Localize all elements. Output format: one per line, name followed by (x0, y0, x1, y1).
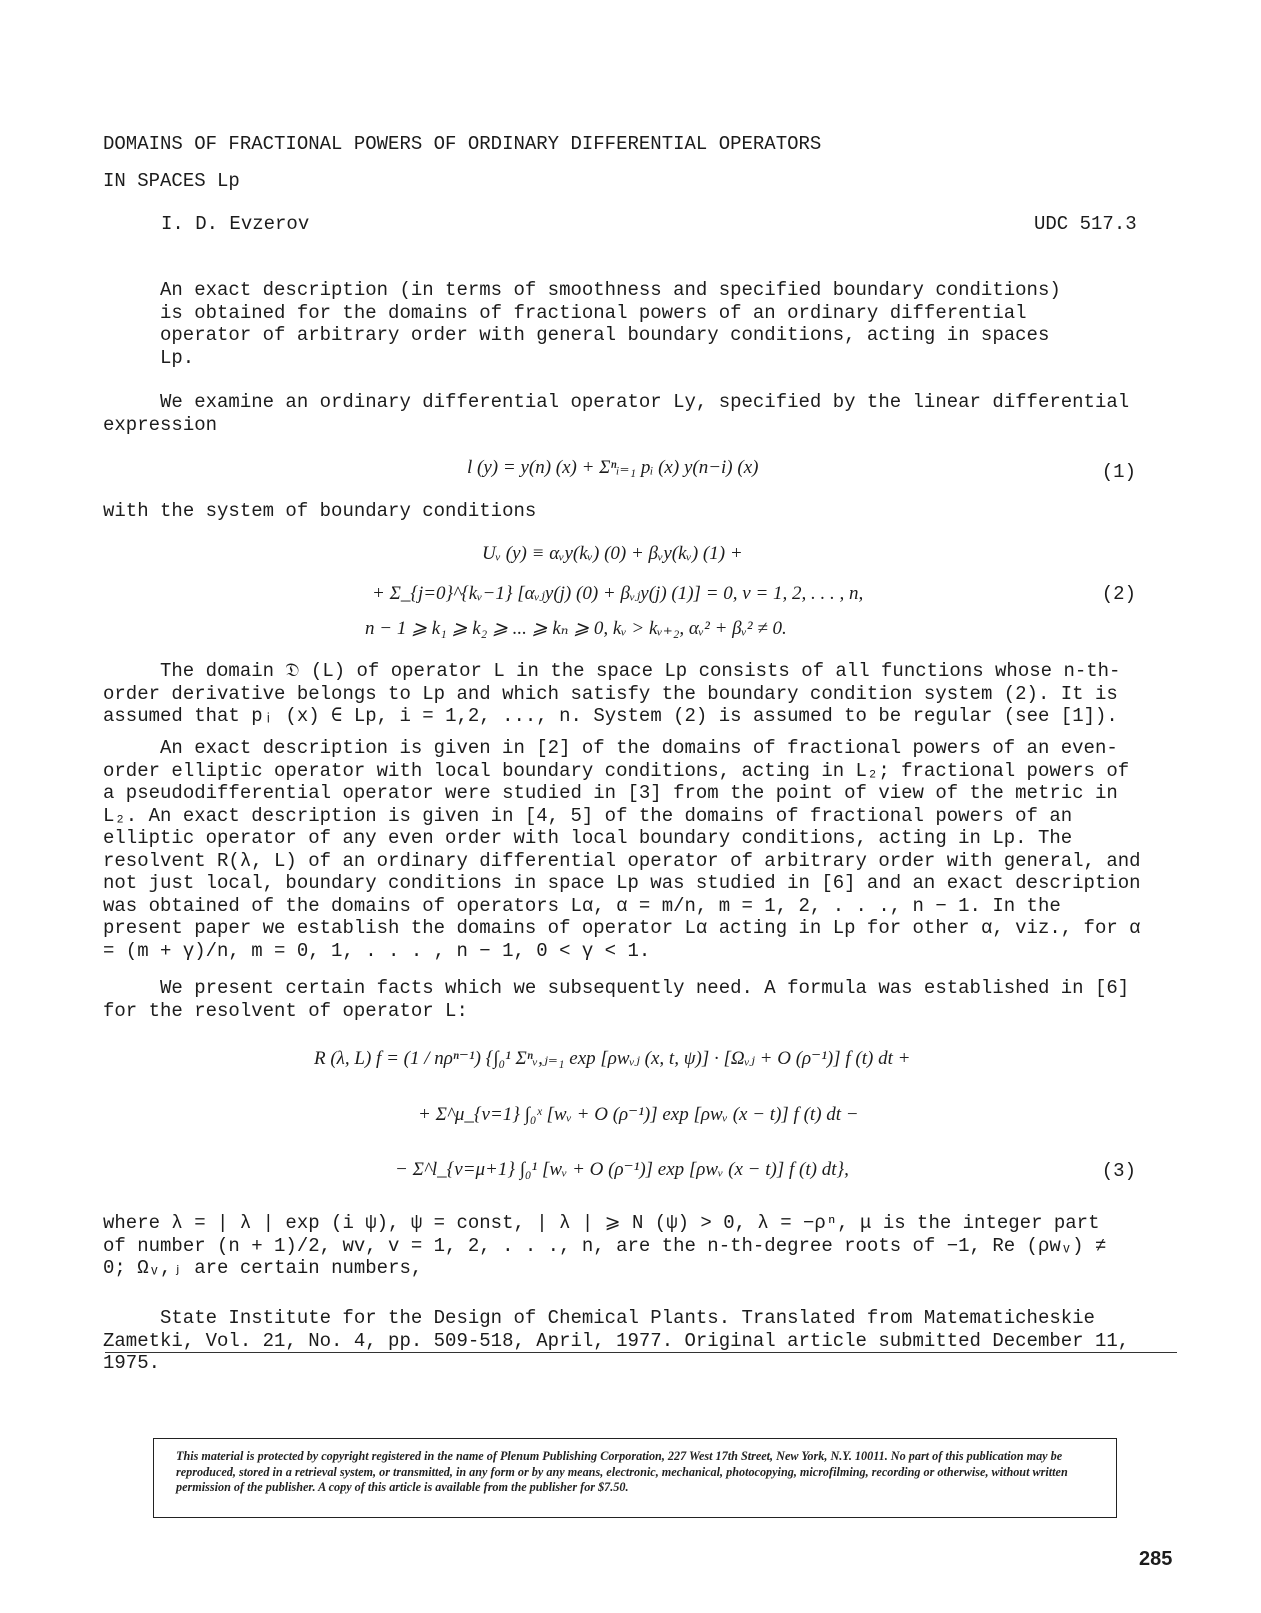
footnote: State Institute for the Design of Chemical Plants. Translated from Matematicheskie Zametki, Vol. 21, No. 4, pp. 509-518, April, 1977. Original article submitted December 11, 1975. (103, 1307, 1130, 1374)
title-line-2: IN SPACES Lp (103, 170, 240, 192)
copyright-notice (153, 1438, 1117, 1518)
domain-paragraph: The domain 𝔇 (L) of operator L in the space Lp consists of all functions whose n-th-order derivative belongs to Lp and which satisfy the boundary condition system (2). It is assumed that pᵢ (x) ∈ Lp, i = 1,2, ..., n. System (2) is assumed to be regular (see [1]). (103, 660, 1121, 727)
equation-2-line-2: + Σ_{j=0}^{kᵥ−1} [αᵥⱼy(j) (0) + βᵥⱼy(j) (1)] = 0, v = 1, 2, . . . , n, (372, 583, 864, 604)
facts-paragraph: We present certain facts which we subsequently need. A formula was established in [6] for the resolvent of operator L: (103, 977, 1130, 1022)
equation-2-number: (2) (1101, 583, 1136, 605)
equation-3-line-1: R (λ, L) f = (1 / nρⁿ⁻¹) {∫₀¹ Σⁿᵥ,ⱼ₌₁ exp [ρwᵥⱼ (x, t, ψ)] · [Ωᵥⱼ + O (ρ⁻¹)] f (t) dt + (314, 1048, 911, 1069)
equation-1: l (y) = y(n) (x) + Σⁿᵢ₌₁ pᵢ (x) y(n−i) (x) (467, 457, 759, 478)
equation-3-number: (3) (1101, 1160, 1136, 1182)
author: I. D. Evzerov (161, 213, 310, 235)
equation-2-line-1: Uᵥ (y) ≡ αᵥy(kᵥ) (0) + βᵥy(kᵥ) (1) + (482, 543, 743, 564)
copyright-text: This material is protected by copyright registered in the name of Plenum Publishing Corporation, 227 West 17th Street, New York, N.Y. 10011. No part of this publication may be reproduced, stored in a retrieval system, or transmitted, in any form or by any means, electronic, mechanical, photocopying, microfilming, recording or otherwise, without written permission of the publisher. A copy of this article is available from the publisher for $7.50. (176, 1449, 1068, 1494)
equation-1-number: (1) (1101, 461, 1136, 483)
equation-2-line-3: n − 1 ⩾ k₁ ⩾ k₂ ⩾ ... ⩾ kₙ ⩾ 0, kᵥ > kᵥ₊₂, αᵥ² + βᵥ² ≠ 0. (365, 618, 787, 639)
exact-description-paragraph: An exact description is given in [2] of the domains of fractional powers of an even-order elliptic operator with local boundary conditions, acting in L₂; fractional powers of a pseudodifferential operator were studied in [3] from the point of view of the metric in L₂. An exact description is given in [4, 5] of the domains of fractional powers of an elliptic operator of any even order with local boundary conditions, acting in Lp. The resolvent R(λ, L) of an ordinary differential operator of arbitrary order with general, and not just local, boundary conditions in space Lp was studied in [6] and an exact description was obtained of the domains of operators Lα, α = m/n, m = 1, 2, . . ., n − 1. In the present paper we establish the domains of operator Lα acting in Lp for other α, viz., for α = (m + γ)/n, m = 0, 1, . . . , n − 1, 0 < γ < 1. (103, 737, 1141, 962)
equation-3-line-2: + Σ^μ_{v=1} ∫₀ˣ [wᵥ + O (ρ⁻¹)] exp [ρwᵥ (x − t)] f (t) dt − (418, 1104, 859, 1125)
title-line-1: DOMAINS OF FRACTIONAL POWERS OF ORDINARY DIFFERENTIAL OPERATORS (103, 133, 822, 155)
equation-3-line-3: − Σ^l_{v=μ+1} ∫₀¹ [wᵥ + O (ρ⁻¹)] exp [ρwᵥ (x − t)] f (t) dt}, (395, 1159, 849, 1180)
abstract: An exact description (in terms of smoothness and specified boundary conditions) is obtained for the domains of fractional powers of an ordinary differential operator of arbitrary order with general boundary conditions, acting in spaces Lp. (160, 279, 1061, 369)
page-number: 285 (1139, 1548, 1173, 1570)
where-paragraph: where λ = | λ | exp (i ψ), ψ = const, | λ | ⩾ N (ψ) > 0, λ = −ρⁿ, μ is the integer part of number (n + 1)/2, wv, v = 1, 2, . . ., n, are the n-th-degree roots of −1, Re (ρwᵥ) ≠ 0; Ωᵥ,ⱼ are certain numbers, (103, 1212, 1107, 1279)
udc-code: UDC 517.3 (1034, 213, 1137, 235)
intro-paragraph: We examine an ordinary differential operator Ly, specified by the linear differential expression (103, 391, 1130, 436)
boundary-intro: with the system of boundary conditions (103, 500, 537, 522)
